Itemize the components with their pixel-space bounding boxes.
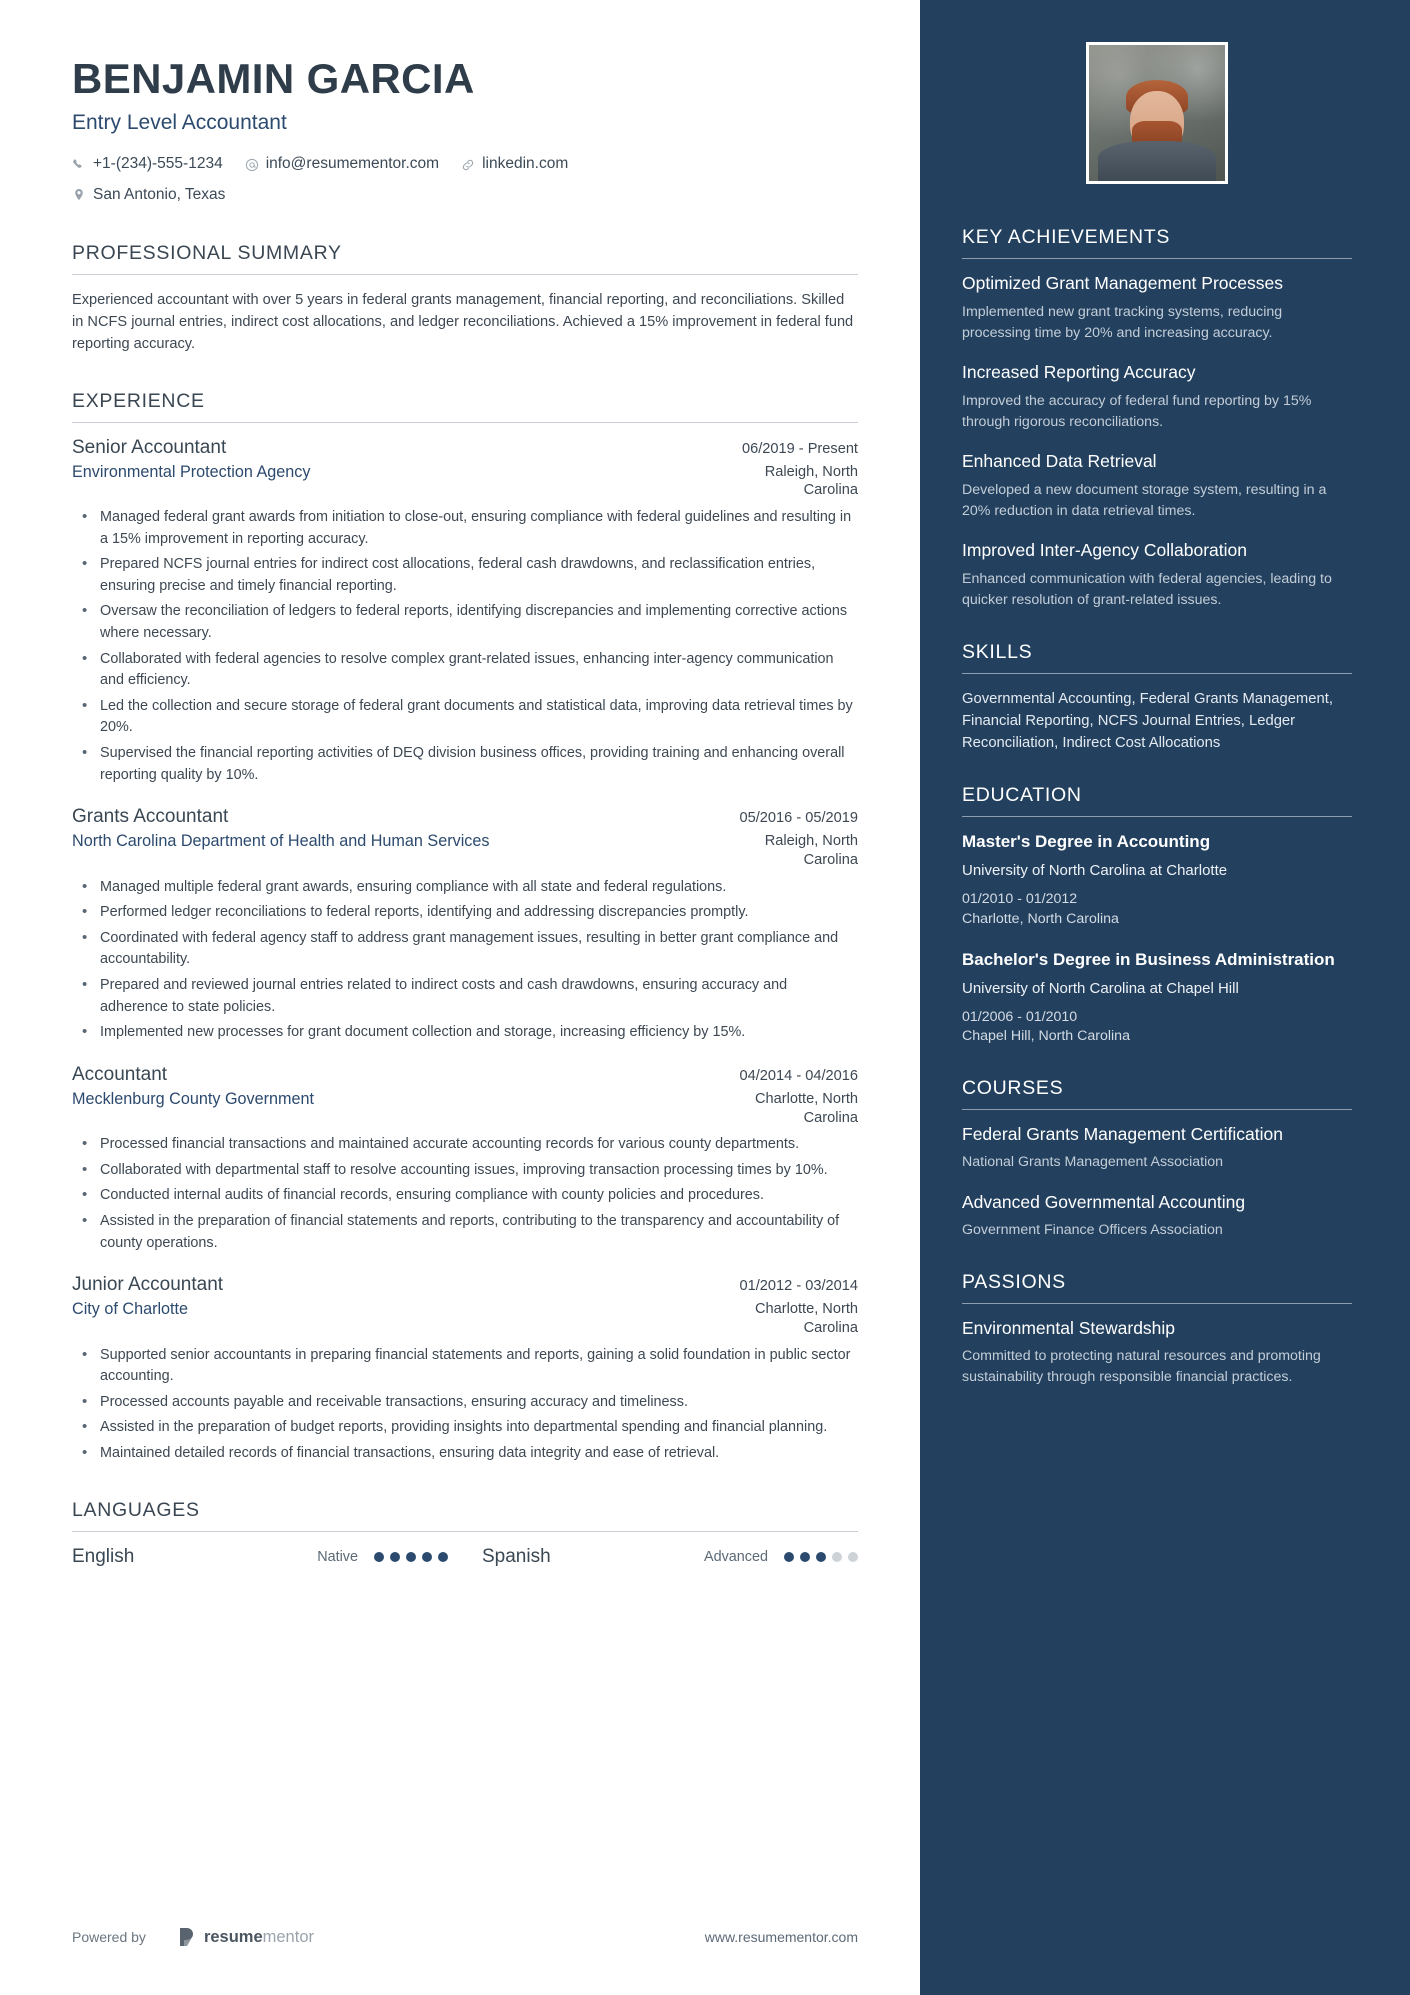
contact-email[interactable] [245,151,439,177]
experience-item [72,1064,858,1254]
avatar [1086,42,1228,184]
section-title-education: EDUCATION [962,784,1082,807]
experience-bullet: • Prepared NCFS journal entries for indirect cost allocations, federal cash drawdowns, and reclassification entries, ensuring precise and timely financial reporting. [72,554,858,597]
job-bullets [72,507,858,786]
course-org: Government Finance Officers Association [962,1221,1223,1238]
section-courses [962,1077,1352,1241]
contact-linkedin[interactable] [461,151,568,177]
education-dates: 01/2010 - 01/2012 [962,890,1078,907]
passion-item [962,1318,1352,1389]
achievement-item [962,540,1352,611]
section-education [962,784,1352,1047]
experience-header [72,1064,858,1086]
experience-header [72,437,858,459]
brand-bold: resume [203,1927,263,1946]
candidate-name: BENJAMIN GARCIA [72,55,475,102]
education-item [962,949,1352,1047]
avatar-body [1098,141,1216,181]
job-bullets [72,877,858,1044]
divider [962,1109,1352,1110]
job-company: City of Charlotte [72,1300,189,1319]
experience-bullet: • Collaborated with federal agencies to resolve complex grant-related issues, enhancing inter-agency communication and efficiency. [72,649,858,692]
divider [962,258,1352,259]
divider [962,673,1352,674]
section-professional-summary [72,242,858,356]
job-title: Accountant [72,1063,168,1085]
language-name: Spanish [482,1545,551,1567]
experience-bullet: • Processed financial transactions and maintained accurate accounting records for various county departments. [72,1134,858,1156]
experience-bullet: • Implemented new processes for grant document collection and storage, increasing efficiency by 15%. [72,1022,858,1044]
courses-list [962,1124,1352,1241]
divider [962,816,1352,817]
resumementor-logo[interactable] [178,1927,314,1947]
achievement-item [962,451,1352,522]
experience-bullet: • Oversaw the reconciliation of ledgers to federal reports, identifying discrepancies and implementing corrective actions where necessary. [72,601,858,644]
resumementor-mark-icon [178,1927,195,1947]
contact-location-text: San Antonio, Texas [93,185,226,203]
achievement-item [962,273,1352,344]
section-title-achievements: KEY ACHIEVEMENTS [962,226,1171,248]
email-icon [245,158,259,172]
job-location: Charlotte, North Carolina [754,1301,858,1336]
course-item [962,1192,1352,1241]
experience-bullet: • Managed multiple federal grant awards, ensuring compliance with all state and federal regulations. [72,877,858,899]
course-title: Advanced Governmental Accounting [962,1191,1246,1212]
job-company: Environmental Protection Agency [72,462,311,481]
location-icon [72,188,86,202]
experience-subheader [72,832,858,869]
education-dates: 01/2006 - 01/2010 [962,1008,1078,1025]
divider [72,1531,858,1532]
language-item [72,1546,448,1568]
experience-bullet: • Prepared and reviewed journal entries related to indirect costs and cash drawdowns, ensuring accuracy and adherence to state policies. [72,975,858,1018]
proficiency-dot [438,1552,448,1562]
section-title-experience: EXPERIENCE [72,389,205,412]
education-school: University of North Carolina at Charlotte [962,862,1228,880]
education-location: Chapel Hill, North Carolina [962,1028,1130,1045]
candidate-headline: Entry Level Accountant [72,111,287,135]
section-key-achievements [962,226,1352,611]
language-item [482,1546,858,1568]
avatar-wrap [962,42,1352,184]
section-title-languages: LANGUAGES [72,1498,200,1521]
achievement-desc: Developed a new document storage system, resulting in a 20% reduction in data retrieval times. [962,481,1327,519]
job-dates: 06/2019 - Present [741,440,858,457]
job-dates: 01/2012 - 03/2014 [739,1278,858,1295]
job-company: North Carolina Department of Health and Human Services [72,832,490,851]
divider [962,1303,1352,1304]
languages-list [72,1546,858,1568]
brand-light: mentor [262,1927,314,1946]
achievement-desc: Implemented new grant tracking systems, reducing processing time by 20% and increasing accuracy. [962,303,1283,341]
achievement-desc: Improved the accuracy of federal fund reporting by 15% through rigorous reconciliations. [962,392,1312,430]
proficiency-dot [800,1552,810,1562]
experience-subheader [72,1090,858,1127]
experience-bullet: • Supervised the financial reporting activities of DEQ division business offices, providing training and enhancing overall reporting quality by 10%. [72,743,858,786]
passion-title: Environmental Stewardship [962,1317,1176,1338]
experience-header [72,806,858,828]
experience-item [72,806,858,1044]
experience-bullet: • Supported senior accountants in preparing financial statements and reports, gaining a solid foundation in public sector accounting. [72,1345,858,1388]
page-footer [72,1927,858,1947]
experience-bullet: • Maintained detailed records of financial transactions, ensuring data integrity and ease of retrieval. [72,1443,858,1465]
job-bullets [72,1134,858,1254]
experience-subheader [72,1300,858,1337]
achievement-desc: Enhanced communication with federal agencies, leading to quicker resolution of grant-related issues. [962,570,1332,608]
contact-list [72,151,858,208]
experience-bullet: • Led the collection and secure storage of federal grant documents and statistical data, improving data retrieval times by 20%. [72,696,858,739]
education-school: University of North Carolina at Chapel Hill [962,980,1239,998]
course-title: Federal Grants Management Certification [962,1124,1283,1145]
section-title-courses: COURSES [962,1077,1064,1100]
experience-bullet: • Collaborated with departmental staff to resolve accounting issues, improving transaction processing times by 10%. [72,1160,858,1182]
experience-item [72,1274,858,1464]
job-location: Raleigh, North Carolina [764,833,858,868]
experience-bullet: • Processed accounts payable and receivable transactions, ensuring accuracy and timeliness. [72,1392,858,1414]
contact-email-text: info@resumementor.com [265,155,440,173]
job-dates: 04/2014 - 04/2016 [739,1067,858,1084]
achievement-item [962,362,1352,433]
experience-bullet: • Conducted internal audits of financial records, ensuring compliance with county policies and procedures. [72,1185,858,1207]
experience-subheader [72,463,858,500]
section-title-skills: SKILLS [962,640,1033,663]
section-languages [72,1499,858,1568]
experience-bullet: • Performed ledger reconciliations to federal reports, identifying and addressing discrepancies promptly. [72,902,858,924]
phone-icon [72,158,86,172]
section-title-passions: PASSIONS [962,1270,1066,1293]
link-icon [461,158,475,172]
job-location: Raleigh, North Carolina [764,463,858,499]
job-bullets [72,1345,858,1465]
section-title-summary: PROFESSIONAL SUMMARY [72,242,342,265]
education-list [962,831,1352,1047]
section-skills [962,641,1352,755]
divider [72,274,858,275]
footer-url[interactable]: www.resumementor.com [704,1929,858,1945]
course-item [962,1124,1352,1173]
proficiency-dot [374,1552,384,1562]
proficiency-dot [406,1552,416,1562]
achievement-title: Optimized Grant Management Processes [962,273,1283,293]
job-title: Senior Accountant [72,436,227,458]
proficiency-dot [784,1552,794,1562]
experience-bullet: • Assisted in the preparation of budget reports, providing insights into departmental spending and financial planning. [72,1417,858,1439]
education-location: Charlotte, North Carolina [962,910,1119,927]
experience-header [72,1274,858,1296]
experience-item [72,437,858,787]
experience-list [72,437,858,1465]
education-degree: Master's Degree in Accounting [962,832,1211,852]
education-item [962,831,1352,929]
contact-location [72,182,225,208]
language-name: English [72,1545,135,1567]
language-level: Native [317,1548,358,1565]
sidebar [920,0,1410,1995]
section-passions [962,1271,1352,1389]
achievement-title: Enhanced Data Retrieval [962,450,1157,471]
course-org: National Grants Management Association [962,1153,1224,1170]
proficiency-dot [816,1552,826,1562]
proficiency-dots [374,1552,448,1562]
summary-text: Experienced accountant with over 5 years in federal grants management, financial reporting, and reconciliations. Skilled in NCFS journal entries, indirect cost allocations, and ledger reconciliations. Achieved a 15% improvement in federal fund reporting accuracy. [72,292,854,353]
proficiency-dots [784,1552,858,1562]
job-location: Charlotte, North Carolina [754,1090,858,1126]
achievements-list [962,273,1352,611]
proficiency-dot [832,1552,842,1562]
experience-bullet: • Managed federal grant awards from initiation to close-out, ensuring compliance with federal guidelines and resulting in a 15% improvement in reporting accuracy. [72,507,858,550]
achievement-title: Improved Inter-Agency Collaboration [962,539,1248,560]
passion-desc: Committed to protecting natural resources and promoting sustainability through responsible financial practices. [962,1348,1321,1386]
experience-bullet: • Coordinated with federal agency staff to address grant management issues, resulting in better grant compliance and accountability. [72,928,858,971]
proficiency-dot [848,1552,858,1562]
passions-list [962,1318,1352,1389]
job-company: Mecklenburg County Government [72,1089,315,1108]
section-experience [72,390,858,1465]
skills-text: Governmental Accounting, Federal Grants Management, Financial Reporting, NCFS Journal Entries, Ledger Reconciliation, Indirect Cost Allocations [962,690,1333,751]
divider [72,422,858,423]
contact-phone[interactable] [72,151,223,177]
education-degree: Bachelor's Degree in Business Administration [962,950,1335,970]
proficiency-dot [390,1552,400,1562]
contact-phone-text: +1-(234)-555-1234 [93,155,223,173]
job-dates: 05/2016 - 05/2019 [739,810,858,827]
powered-by-label: Powered by [72,1929,146,1945]
achievement-title: Increased Reporting Accuracy [962,361,1196,382]
language-level: Advanced [703,1548,768,1565]
job-title: Junior Accountant [72,1274,224,1296]
resumementor-wordmark [204,1928,314,1947]
job-title: Grants Accountant [72,806,229,828]
contact-linkedin-text: linkedin.com [482,155,569,173]
experience-bullet: • Assisted in the preparation of financial statements and reports, contributing to the transparency and accountability of county operations. [72,1211,858,1254]
proficiency-dot [422,1552,432,1562]
